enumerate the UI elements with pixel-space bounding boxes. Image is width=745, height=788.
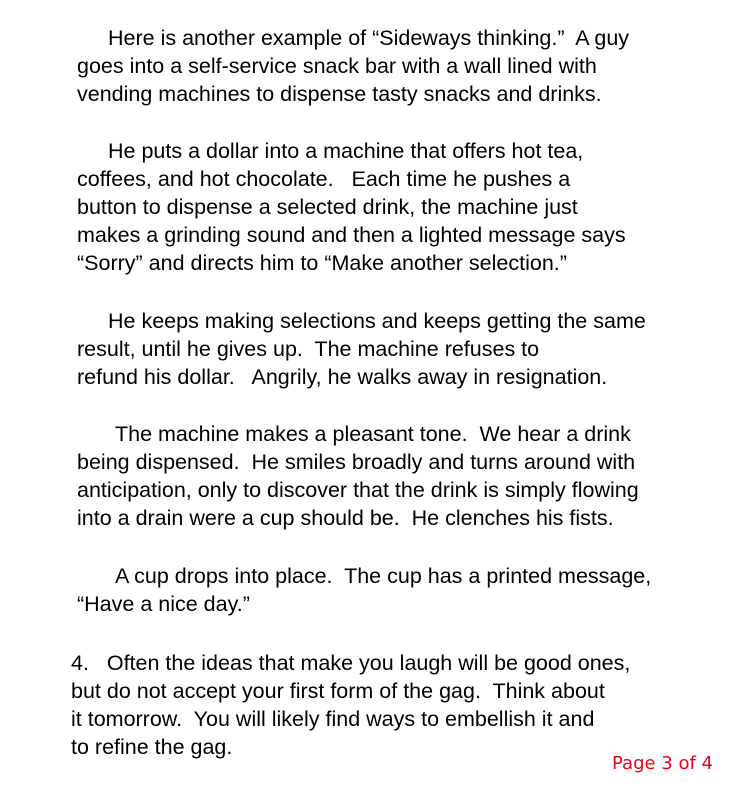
text-line: it tomorrow. You will likely find ways to embellish it and bbox=[71, 707, 595, 731]
text-line: into a drain were a cup should be. He clenches his fists. bbox=[77, 506, 614, 530]
text-line: 4. Often the ideas that make you laugh will be good ones, bbox=[71, 651, 631, 675]
text-line: button to dispense a selected drink, the machine just bbox=[77, 195, 578, 219]
page-number: Page 3 of 4 bbox=[612, 753, 713, 774]
text-line: Here is another example of “Sideways thinking.” A guy bbox=[108, 26, 630, 50]
text-line: result, until he gives up. The machine refuses to bbox=[77, 337, 540, 361]
text-line: anticipation, only to discover that the drink is simply flowing bbox=[77, 478, 639, 502]
text-line: refund his dollar. Angrily, he walks away in resignation. bbox=[77, 365, 608, 389]
text-line: “Sorry” and directs him to “Make another selection.” bbox=[77, 251, 567, 275]
text-line: makes a grinding sound and then a lighted message says bbox=[77, 223, 626, 247]
text-line: He keeps making selections and keeps getting the same bbox=[108, 309, 646, 333]
text-line: A cup drops into place. The cup has a printed message, bbox=[115, 564, 652, 588]
text-line: being dispensed. He smiles broadly and turns around with bbox=[77, 450, 636, 474]
text-line: He puts a dollar into a machine that offers hot tea, bbox=[108, 139, 584, 163]
text-line: “Have a nice day.” bbox=[77, 592, 250, 616]
text-line: coffees, and hot chocolate. Each time he pushes a bbox=[77, 167, 571, 191]
text-line: goes into a self-service snack bar with a wall lined with bbox=[77, 54, 597, 78]
text-line: to refine the gag. bbox=[71, 735, 233, 759]
text-line: vending machines to dispense tasty snacks and drinks. bbox=[77, 82, 602, 106]
text-line: but do not accept your first form of the gag. Think about bbox=[71, 679, 605, 703]
text-line: The machine makes a pleasant tone. We hear a drink bbox=[115, 422, 631, 446]
